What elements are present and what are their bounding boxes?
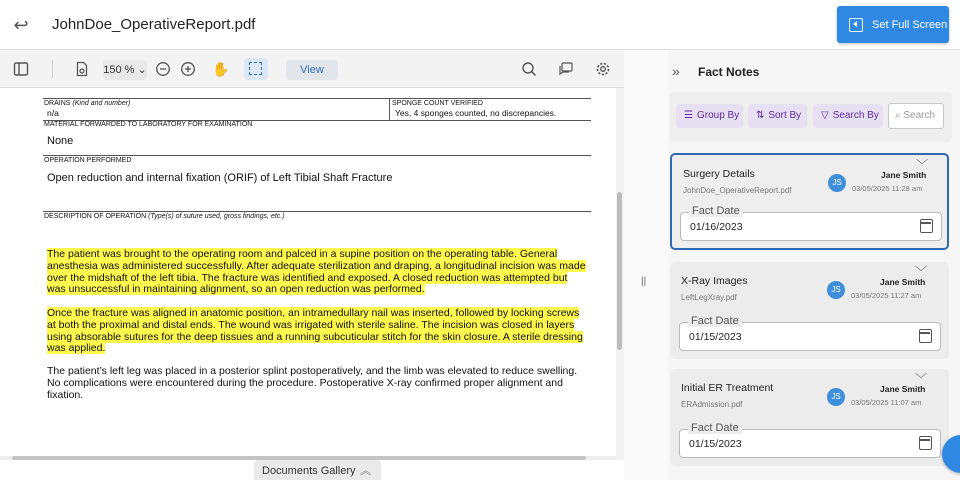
note-title: X-Ray Images bbox=[681, 275, 748, 287]
filter-funnel-icon: ▽ bbox=[821, 110, 829, 121]
drains-label: DRAINS (Kind and number) bbox=[44, 100, 131, 107]
documents-gallery-label: Documents Gallery bbox=[262, 465, 356, 477]
note-author: Jane Smith bbox=[880, 384, 926, 394]
material-label: MATERIAL FORWARDED TO LABORATORY FOR EXAMINATION bbox=[44, 121, 253, 128]
search-by-label: Search By bbox=[832, 110, 879, 121]
fact-date-value: 01/16/2023 bbox=[690, 221, 743, 233]
fact-note-card[interactable] bbox=[670, 153, 949, 250]
note-title: Surgery Details bbox=[683, 168, 755, 180]
vertical-scroll-thumb[interactable] bbox=[617, 192, 622, 350]
sponge-count-label: SPONGE COUNT VERIFIED bbox=[392, 100, 483, 107]
set-full-screen-button[interactable] bbox=[837, 6, 949, 43]
form-divider bbox=[389, 98, 390, 121]
notes-search-input[interactable] bbox=[888, 103, 944, 129]
fact-date-field[interactable] bbox=[680, 205, 942, 241]
fact-date-value: 01/15/2023 bbox=[689, 331, 742, 343]
fact-date-label: Fact Date bbox=[688, 422, 742, 434]
fact-date-label: Fact Date bbox=[688, 315, 742, 327]
documents-gallery-tab[interactable] bbox=[254, 460, 381, 480]
fact-date-label: Fact Date bbox=[689, 205, 743, 217]
file-save-icon[interactable] bbox=[74, 61, 90, 77]
sort-arrows-icon: ⇅ bbox=[756, 110, 765, 121]
avatar: JS bbox=[827, 281, 845, 299]
calendar-icon[interactable] bbox=[919, 436, 932, 450]
view-button[interactable]: View bbox=[286, 60, 338, 80]
double-chevron-up-icon: ︽ bbox=[360, 465, 371, 477]
set-full-screen-label: Set Full Screen bbox=[872, 18, 948, 31]
sidebar-toggle-icon[interactable] bbox=[13, 61, 29, 77]
material-value: None bbox=[47, 135, 74, 147]
paragraph-2 bbox=[47, 308, 587, 355]
plus-circle-icon[interactable] bbox=[180, 61, 196, 77]
hand-icon[interactable]: ✋ bbox=[212, 61, 230, 77]
calendar-icon[interactable] bbox=[919, 329, 932, 343]
chevron-down-icon[interactable]: ﹀ bbox=[916, 158, 929, 172]
sponge-count-value: Yes, 4 sponges counted, no discrepancies. bbox=[395, 108, 557, 118]
fact-note-card[interactable] bbox=[670, 369, 949, 466]
pdf-page bbox=[0, 88, 616, 456]
fact-date-field[interactable] bbox=[679, 422, 941, 458]
toolbar-divider bbox=[52, 60, 53, 78]
document-title: JohnDoe_OperativeReport.pdf bbox=[52, 16, 256, 33]
zoom-level-select[interactable] bbox=[103, 60, 147, 80]
top-header bbox=[0, 0, 960, 50]
note-timestamp: 03/05/2025 11:07 am bbox=[851, 398, 922, 407]
sort-by-label: Sort By bbox=[768, 110, 802, 121]
collapse-panel-icon[interactable]: » bbox=[672, 63, 680, 79]
description-label: DESCRIPTION OF OPERATION (Type(s) of suture used, gross findings, etc.) bbox=[44, 213, 285, 220]
search-icon: ⌕ bbox=[895, 110, 901, 121]
fullscreen-icon bbox=[849, 18, 863, 32]
avatar: JS bbox=[827, 388, 845, 406]
comments-icon[interactable] bbox=[558, 61, 574, 77]
panel-title: Fact Notes bbox=[698, 65, 760, 79]
search-by-button[interactable] bbox=[813, 104, 883, 128]
paragraph-1 bbox=[47, 249, 587, 296]
chevron-down-icon[interactable]: ﹀ bbox=[915, 265, 928, 279]
fact-date-value: 01/15/2023 bbox=[689, 438, 742, 450]
note-author: Jane Smith bbox=[881, 170, 927, 180]
chevron-down-icon: ⌄ bbox=[137, 64, 147, 76]
sliders-icon: ☰ bbox=[684, 110, 693, 121]
note-title: Initial ER Treatment bbox=[681, 382, 774, 394]
highlighted-text: The patient was brought to the operating room and palced in a supine position on the operating table. General anesthesia was administered successfully. After adequate sterilization and draping, a longitudinal incision was made over the midshaft of the left tibia. The fracture was identified and exposed. A closed reduction was attempted but was unsuccessful in maintaining alignment, so an open reduction was performed. bbox=[47, 248, 586, 296]
avatar: JS bbox=[828, 174, 846, 192]
note-file-name: JohnDoe_OperativeReport.pdf bbox=[683, 186, 792, 195]
form-line bbox=[43, 98, 591, 99]
back-arrow-icon[interactable]: ↩ bbox=[13, 15, 29, 35]
marquee-select-icon[interactable] bbox=[244, 58, 268, 80]
fact-note-card[interactable] bbox=[670, 262, 949, 359]
chevron-down-icon[interactable]: ﹀ bbox=[915, 372, 928, 386]
operation-performed-value: Open reduction and internal fixation (ORIF) of Left Tibial Shaft Fracture bbox=[47, 172, 393, 184]
search-placeholder: Search bbox=[903, 110, 936, 121]
note-timestamp: 03/05/2025 11:27 am bbox=[851, 291, 922, 300]
highlighted-text: Once the fracture was aligned in anatomic position, an intramedullary nail was inserted, followed by locking screws at both the proximal and distal ends. The wound was irrigated with sterile saline. The incision was closed in layers using absorable sutures for the deep tissues and a running subcuticular stitch for the skin closure. A sterile dressing was applied. bbox=[47, 307, 583, 355]
note-file-name: LeftLegXray.pdf bbox=[681, 293, 737, 302]
paragraph-3: The patient’s left leg was placed in a posterior splint postoperatively, and the limb was elevated to reduce swelling. No complications were encountered during the procedure. Postoperative X-ray confirmed proper alignment and fixation. bbox=[47, 365, 578, 401]
search-icon[interactable] bbox=[521, 61, 537, 77]
panel-splitter bbox=[624, 50, 668, 480]
fact-date-field[interactable] bbox=[679, 315, 941, 351]
minus-circle-icon[interactable] bbox=[155, 61, 171, 77]
group-by-button[interactable] bbox=[676, 104, 743, 128]
document-viewer[interactable] bbox=[0, 88, 624, 460]
form-line bbox=[43, 155, 591, 156]
viewer-toolbar bbox=[0, 50, 624, 88]
note-timestamp: 03/05/2025 11:28 am bbox=[852, 184, 923, 193]
operation-performed-label: OPERATION PERFORMED bbox=[44, 157, 132, 164]
group-by-label: Group By bbox=[696, 110, 740, 121]
form-line bbox=[43, 211, 591, 212]
gear-icon[interactable] bbox=[595, 61, 611, 77]
resize-handle-icon[interactable]: || bbox=[641, 276, 647, 287]
sort-by-button[interactable] bbox=[748, 104, 807, 128]
drains-value: n/a bbox=[47, 108, 59, 118]
zoom-level-value: 150 % bbox=[103, 64, 135, 76]
note-file-name: ERAdmission.pdf bbox=[681, 400, 743, 409]
calendar-icon[interactable] bbox=[920, 219, 933, 233]
note-author: Jane Smith bbox=[880, 277, 926, 287]
